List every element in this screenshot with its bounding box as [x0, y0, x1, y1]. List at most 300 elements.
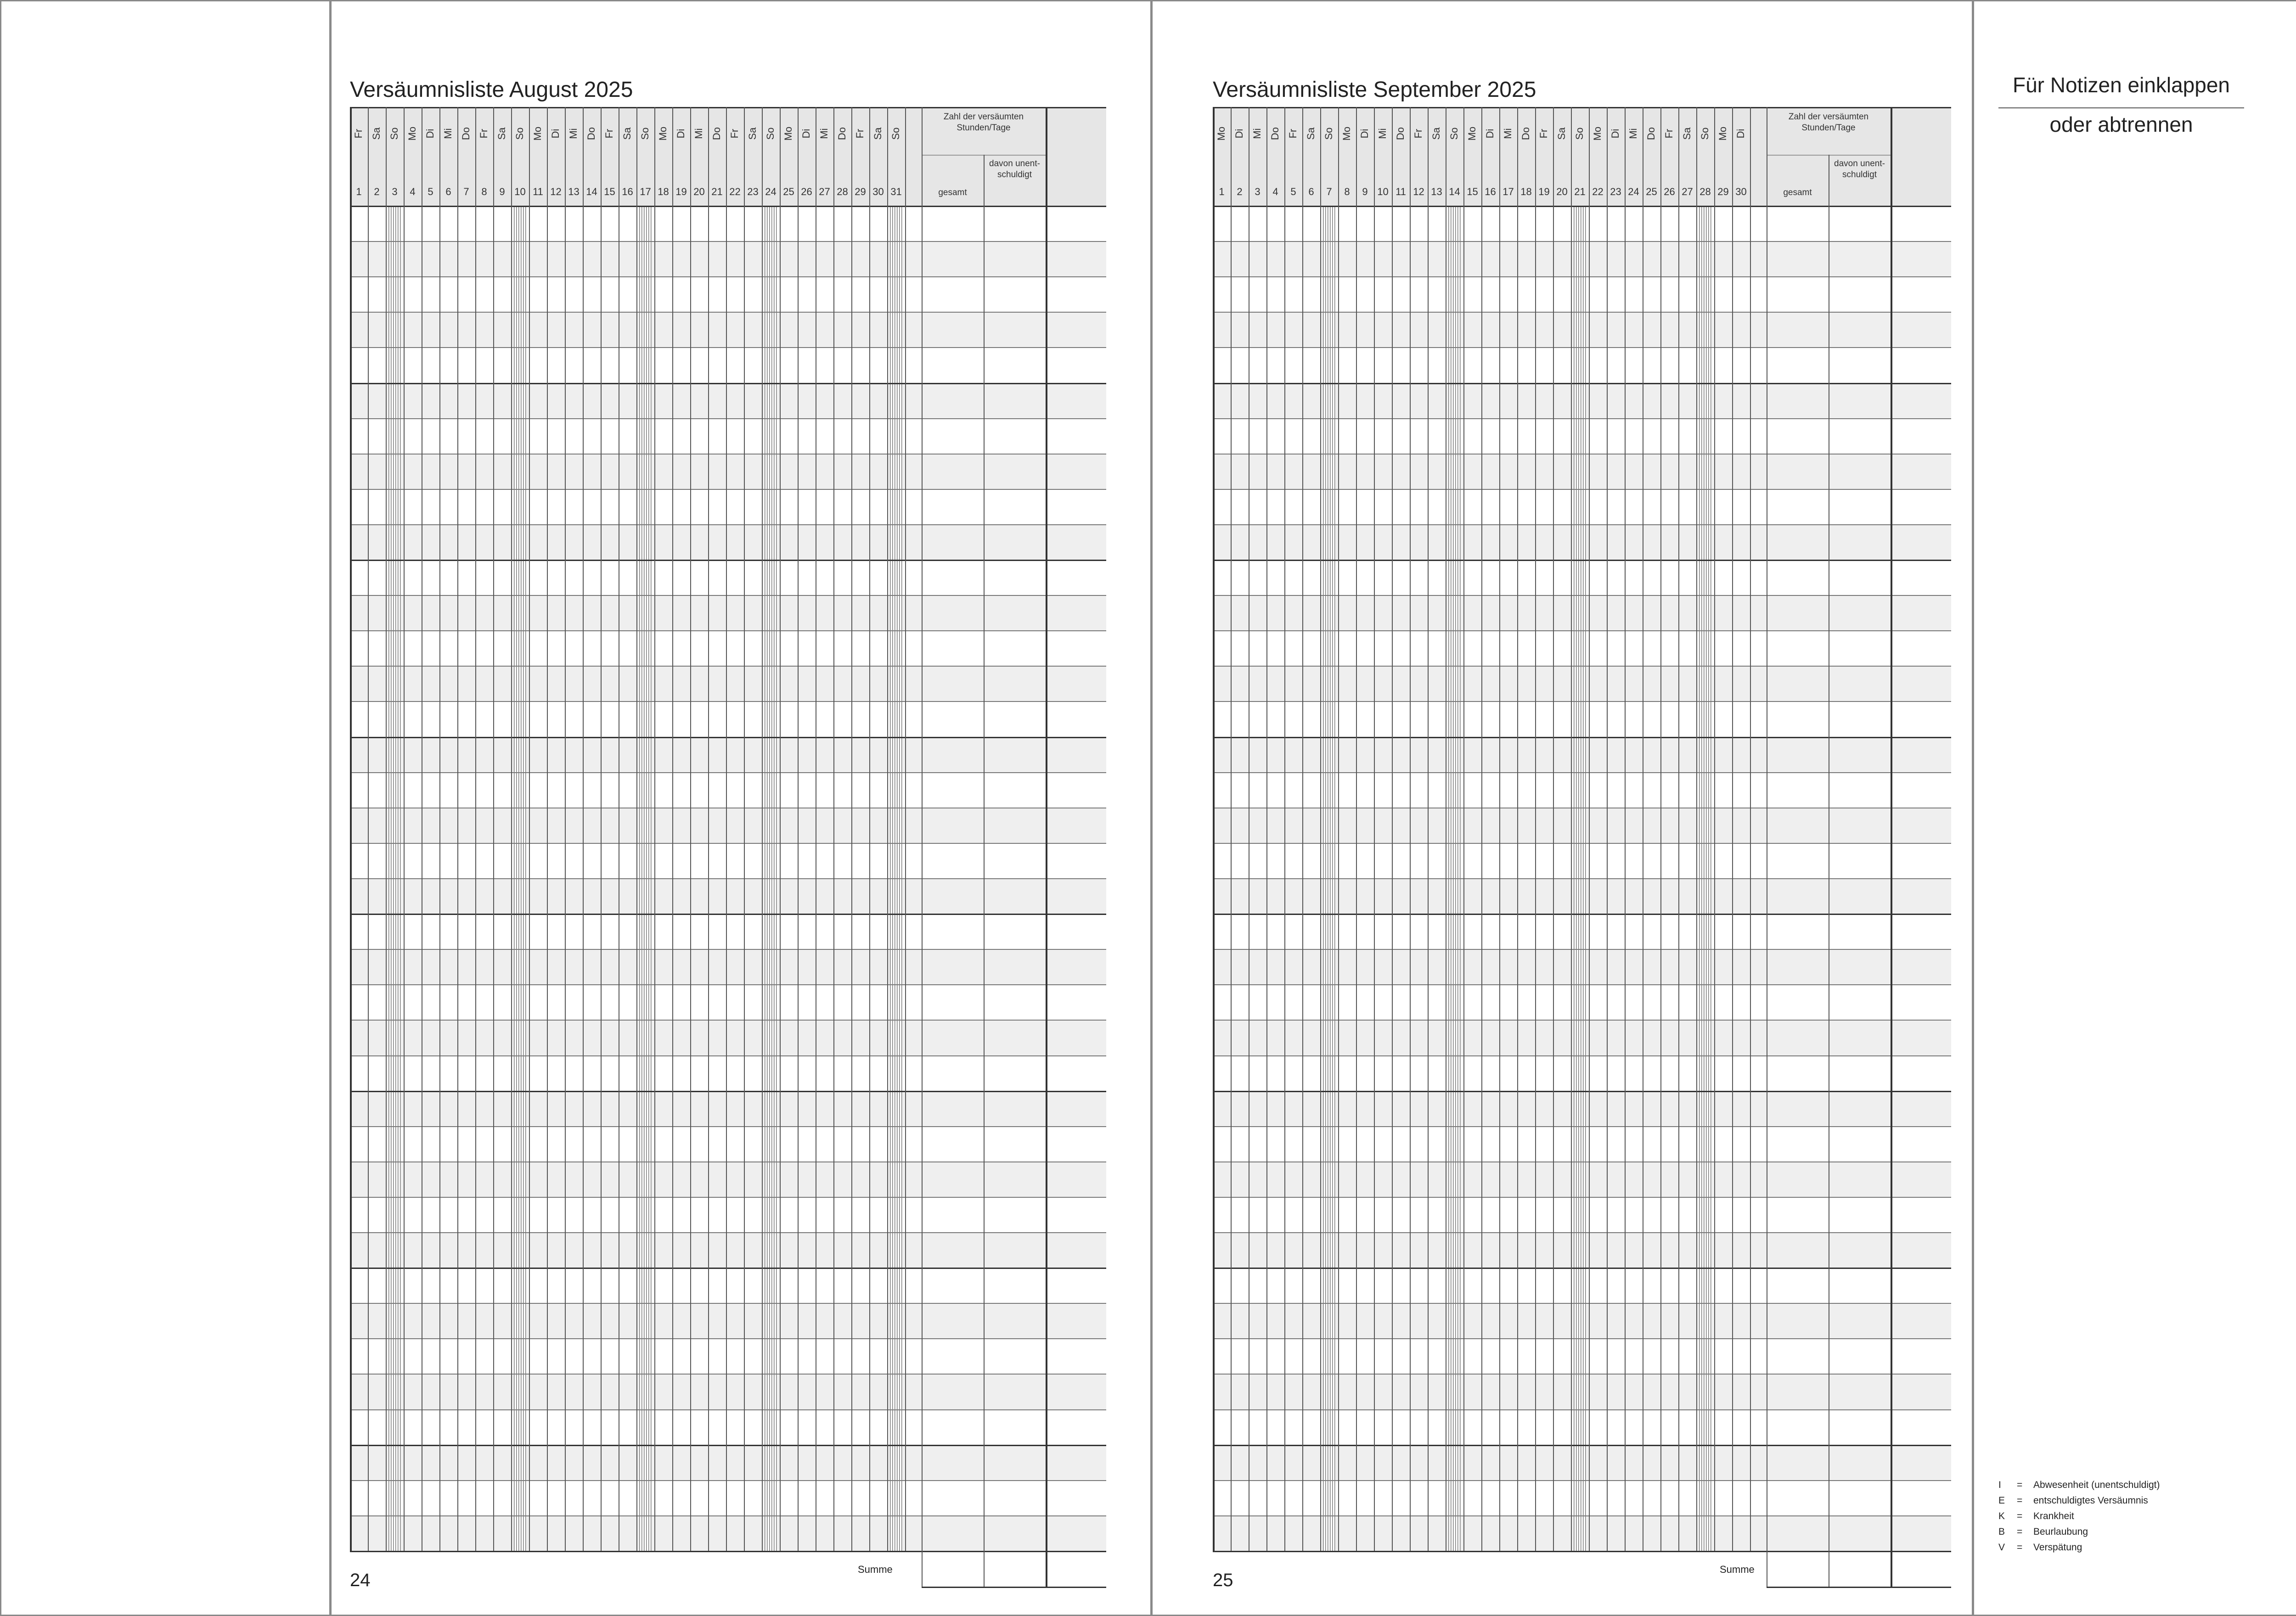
row-line: [1213, 984, 1951, 985]
day-number-label: 27: [1682, 186, 1693, 197]
day-name-text: So: [890, 127, 901, 140]
spine-divider: [1150, 0, 1153, 1616]
row-shade: [350, 878, 1106, 914]
row-shade: [350, 1091, 1106, 1126]
day-name-text: Mo: [532, 126, 543, 141]
day-name-label: [818, 120, 830, 147]
page-title-september: Versäumnisliste September 2025: [1213, 78, 1536, 102]
row-line: [350, 949, 1106, 950]
row-line: [350, 1126, 1106, 1127]
summary-mid-line: [984, 155, 985, 1587]
day-name-label: [1323, 120, 1335, 147]
grid-left-border: [1213, 107, 1215, 1551]
day-number-label: 26: [801, 186, 812, 197]
row-shade: [350, 1020, 1106, 1055]
day-column-line: [1535, 107, 1536, 1551]
day-name-text: Mi: [1502, 128, 1514, 139]
row-shade: [350, 1232, 1106, 1268]
day-name-label: [765, 120, 777, 147]
day-number-label: 6: [445, 186, 451, 197]
day-column-line: [1750, 107, 1751, 1551]
day-name-label: [496, 120, 508, 147]
row-shade: [350, 312, 1106, 347]
day-column-line: [851, 107, 852, 1551]
row-line: [350, 1303, 1106, 1304]
day-number-label: 23: [1610, 186, 1621, 197]
day-number-label: 10: [1377, 186, 1389, 197]
day-name-text: Mi: [568, 128, 579, 139]
grid-top-line: [350, 107, 1106, 108]
day-column-line: [475, 107, 476, 1551]
day-column-line: [1302, 107, 1303, 1551]
day-column-line: [1714, 107, 1715, 1551]
day-name-label: [1448, 120, 1460, 147]
day-name-text: So: [639, 127, 651, 140]
day-number-label: 15: [1467, 186, 1478, 197]
day-column-line: [708, 107, 709, 1551]
day-column-line: [726, 107, 727, 1551]
day-column-line: [493, 107, 494, 1551]
day-name-text: Fr: [603, 129, 615, 139]
notes-rule: [1998, 107, 2244, 108]
day-name-label: [1520, 120, 1532, 147]
row-line: [350, 276, 1106, 277]
day-number-label: 21: [711, 186, 723, 197]
row-line: [1213, 489, 1951, 490]
day-column-line: [1625, 107, 1626, 1551]
day-number-label: 14: [1449, 186, 1460, 197]
row-shade: [350, 1445, 1106, 1480]
day-column-line: [457, 107, 458, 1551]
sum-label-september: Summe: [1720, 1564, 1755, 1575]
day-column-line: [1356, 107, 1357, 1551]
day-column-line: [636, 107, 637, 1551]
day-name-label: [1287, 120, 1299, 147]
day-number-label: 22: [729, 186, 741, 197]
row-group-line: [1213, 1268, 1951, 1269]
day-name-text: So: [1574, 127, 1585, 140]
day-number-label: 24: [765, 186, 777, 197]
day-name-text: Do: [1520, 127, 1531, 140]
day-name-label: [1592, 120, 1604, 147]
day-name-text: Sa: [1556, 127, 1567, 140]
day-number-label: 24: [1628, 186, 1639, 197]
day-column-line: [529, 107, 530, 1551]
day-column-line: [404, 107, 405, 1551]
legend-row: K = Krankheit: [1998, 1511, 2074, 1521]
row-shade: [350, 1162, 1106, 1197]
unexcused-column-header: davon unent-schuldigt: [1834, 159, 1885, 180]
day-name-label: [1269, 120, 1281, 147]
day-column-line: [1732, 107, 1733, 1551]
day-name-label: [1538, 120, 1550, 147]
day-number-label: 21: [1574, 186, 1586, 197]
day-column-line: [601, 107, 602, 1551]
row-group-line: [1213, 560, 1951, 561]
day-number-label: 11: [533, 186, 543, 197]
day-number-label: 20: [1556, 186, 1568, 197]
day-name-label: [621, 120, 633, 147]
page-number-left: 24: [350, 1570, 371, 1590]
day-column-line: [1678, 107, 1679, 1551]
day-name-text: Do: [1269, 127, 1281, 140]
day-number-label: 11: [1396, 186, 1406, 197]
day-name-text: Mo: [1466, 126, 1478, 141]
day-name-text: Do: [585, 127, 597, 140]
row-group-line: [1213, 737, 1951, 738]
day-column-line: [368, 107, 369, 1551]
row-line: [350, 1232, 1106, 1233]
row-group-line: [350, 914, 1106, 915]
day-name-text: Di: [1735, 129, 1746, 139]
day-column-line: [547, 107, 548, 1551]
day-name-label: [1574, 120, 1586, 147]
row-line: [350, 1409, 1106, 1410]
row-group-line: [1213, 1445, 1951, 1446]
day-name-label: [550, 120, 562, 147]
row-line: [1213, 701, 1951, 702]
row-shade: [350, 737, 1106, 772]
day-column-line: [780, 107, 781, 1551]
row-shade: [350, 383, 1106, 418]
day-column-line: [1266, 107, 1267, 1551]
day-name-label: [478, 120, 490, 147]
day-column-line: [798, 107, 799, 1551]
row-line: [350, 772, 1106, 773]
day-name-text: Di: [675, 129, 687, 139]
day-name-text: Mo: [1592, 126, 1603, 141]
day-number-label: 12: [550, 186, 562, 197]
day-number-label: 17: [640, 186, 651, 197]
sum-label-august: Summe: [858, 1564, 893, 1575]
row-shade: [350, 595, 1106, 630]
day-name-label: [1341, 120, 1353, 147]
day-column-line: [887, 107, 888, 1551]
day-name-text: Sa: [496, 127, 507, 140]
day-number-label: 18: [658, 186, 669, 197]
row-shade: [350, 666, 1106, 701]
total-column-header: gesamt: [938, 188, 967, 197]
day-name-label: [1484, 120, 1496, 147]
day-number-label: 15: [604, 186, 615, 197]
day-number-label: 29: [855, 186, 866, 197]
row-line: [350, 1020, 1106, 1021]
day-column-line: [1463, 107, 1464, 1551]
row-line: [1213, 630, 1951, 631]
day-name-label: [353, 120, 365, 147]
day-name-text: Mi: [693, 128, 704, 139]
row-line: [350, 1480, 1106, 1481]
day-number-label: 5: [428, 186, 433, 197]
day-name-text: Sa: [1305, 127, 1317, 140]
day-column-line: [439, 107, 440, 1551]
day-name-label: [1251, 120, 1263, 147]
day-name-text: Mo: [1341, 126, 1352, 141]
day-name-label: [532, 120, 544, 147]
unexcused-column-header: davon unent-schuldigt: [989, 159, 1040, 180]
day-name-text: So: [514, 127, 525, 140]
day-name-text: So: [1323, 127, 1334, 140]
day-number-label: 5: [1290, 186, 1296, 197]
row-line: [1213, 524, 1951, 525]
row-line: [1213, 1055, 1951, 1056]
row-line: [350, 418, 1106, 419]
day-name-text: Fr: [1412, 129, 1424, 139]
day-name-text: So: [1699, 127, 1711, 140]
row-line: [1213, 1126, 1951, 1127]
day-number-label: 27: [819, 186, 830, 197]
day-name-text: Mo: [1717, 126, 1728, 141]
row-line: [1213, 1480, 1951, 1481]
day-column-line: [1553, 107, 1554, 1551]
day-name-text: Do: [836, 127, 848, 140]
day-name-text: Mi: [442, 128, 454, 139]
day-name-label: [729, 120, 741, 147]
day-name-text: Do: [460, 127, 472, 140]
day-column-line: [1392, 107, 1393, 1551]
row-line: [1213, 1338, 1951, 1339]
row-shade: [350, 454, 1106, 489]
page-title-august: Versäumnisliste August 2025: [350, 78, 633, 102]
day-number-label: 8: [1344, 186, 1350, 197]
legend-row: E = entschuldigtes Versäumnis: [1998, 1495, 2148, 1506]
row-line: [1213, 347, 1951, 348]
row-line: [350, 595, 1106, 596]
day-name-label: [675, 120, 687, 147]
day-name-text: Sa: [621, 127, 633, 140]
day-column-line: [1481, 107, 1482, 1551]
day-number-label: 3: [392, 186, 398, 197]
day-column-line: [654, 107, 655, 1551]
row-line: [1213, 878, 1951, 879]
day-name-label: [1305, 120, 1317, 147]
row-line: [350, 524, 1106, 525]
row-group-line: [1213, 383, 1951, 384]
row-group-line: [350, 1445, 1106, 1446]
legend-row: V = Verspätung: [1998, 1542, 2082, 1553]
day-name-label: [1556, 120, 1568, 147]
day-column-line: [1696, 107, 1697, 1551]
row-line: [350, 241, 1106, 242]
legend-row: I = Abwesenheit (unentschuldigt): [1998, 1480, 2160, 1490]
day-column-line: [905, 107, 906, 1551]
row-line: [350, 312, 1106, 313]
day-number-label: 29: [1717, 186, 1729, 197]
day-name-text: Mo: [782, 126, 794, 141]
row-group-line: [350, 1268, 1106, 1269]
day-name-label: [388, 120, 400, 147]
row-line: [1213, 241, 1951, 242]
row-line: [1213, 1303, 1951, 1304]
day-name-label: [1359, 120, 1371, 147]
day-number-label: 4: [410, 186, 416, 197]
day-name-text: Di: [1609, 129, 1621, 139]
day-name-label: [657, 120, 669, 147]
row-line: [1213, 666, 1951, 667]
day-name-text: Di: [800, 129, 812, 139]
day-name-text: So: [388, 127, 400, 140]
day-column-line: [672, 107, 673, 1551]
day-name-text: Mo: [1216, 126, 1227, 141]
header-bottom-line: [350, 206, 1106, 207]
row-group-line: [350, 737, 1106, 738]
day-name-label: [1233, 120, 1245, 147]
day-number-label: 19: [1538, 186, 1550, 197]
row-line: [350, 1515, 1106, 1516]
day-name-label: [371, 120, 383, 147]
day-name-label: [1377, 120, 1389, 147]
day-number-label: 30: [872, 186, 884, 197]
row-line: [350, 984, 1106, 985]
row-line: [350, 843, 1106, 844]
day-name-text: Fr: [1538, 129, 1549, 139]
row-line: [1213, 772, 1951, 773]
day-name-text: Mo: [406, 126, 418, 141]
day-name-label: [639, 120, 651, 147]
day-column-line: [1517, 107, 1518, 1551]
row-line: [350, 666, 1106, 667]
day-name-label: [1609, 120, 1621, 147]
day-name-text: Mi: [818, 128, 830, 139]
left-divider: [329, 0, 332, 1616]
day-number-label: 25: [783, 186, 794, 197]
day-name-text: Fr: [1287, 129, 1299, 139]
day-column-line: [1284, 107, 1285, 1551]
day-column-line: [762, 107, 763, 1551]
row-line: [350, 1374, 1106, 1375]
day-column-line: [1338, 107, 1339, 1551]
day-name-label: [693, 120, 705, 147]
row-line: [1213, 1020, 1951, 1021]
day-name-label: [1430, 120, 1442, 147]
day-column-line: [1428, 107, 1429, 1551]
day-name-label: [514, 120, 526, 147]
row-line: [350, 701, 1106, 702]
day-column-line: [511, 107, 512, 1551]
day-column-line: [583, 107, 584, 1551]
day-number-label: 1: [1219, 186, 1225, 197]
row-shade: [350, 949, 1106, 984]
day-column-line: [1410, 107, 1411, 1551]
day-name-label: [1412, 120, 1424, 147]
day-column-line: [1571, 107, 1572, 1551]
day-name-label: [1502, 120, 1514, 147]
day-column-line: [565, 107, 566, 1551]
day-name-text: Sa: [1681, 127, 1693, 140]
day-name-label: [603, 120, 615, 147]
day-name-text: Di: [1359, 129, 1370, 139]
row-shade: [350, 1515, 1106, 1551]
day-column-line: [1660, 107, 1661, 1551]
day-name-text: Sa: [1430, 127, 1442, 140]
day-number-label: 16: [622, 186, 633, 197]
day-number-label: 14: [586, 186, 597, 197]
day-number-label: 13: [568, 186, 580, 197]
day-number-label: 12: [1413, 186, 1424, 197]
row-shade: [350, 808, 1106, 843]
day-number-label: 7: [463, 186, 469, 197]
notes-divider: [1972, 0, 1974, 1616]
day-column-line: [1607, 107, 1608, 1551]
day-number-label: 20: [693, 186, 705, 197]
day-name-label: [1699, 120, 1711, 147]
day-name-label: [836, 120, 848, 147]
legend-row: B = Beurlaubung: [1998, 1526, 2088, 1537]
day-name-text: Fr: [729, 129, 740, 139]
day-name-text: Sa: [371, 127, 382, 140]
day-name-label: [1466, 120, 1478, 147]
row-line: [350, 1338, 1106, 1339]
day-name-label: [460, 120, 472, 147]
day-name-label: [1645, 120, 1657, 147]
absence-count-header: Zahl der versäumten Stunden/Tage: [943, 112, 1024, 133]
row-line: [1213, 312, 1951, 313]
day-name-label: [406, 120, 418, 147]
day-name-label: [1627, 120, 1639, 147]
row-line: [1213, 418, 1951, 419]
day-name-label: [1681, 120, 1693, 147]
row-group-line: [350, 1091, 1106, 1092]
day-name-text: Mo: [657, 126, 669, 141]
day-column-line: [869, 107, 870, 1551]
grid-body-bottom-line: [1213, 1551, 1951, 1552]
row-line: [350, 489, 1106, 490]
day-number-label: 28: [1699, 186, 1711, 197]
day-name-label: [1735, 120, 1747, 147]
day-name-text: Di: [1233, 129, 1245, 139]
day-name-text: Sa: [872, 127, 884, 140]
day-name-label: [800, 120, 812, 147]
day-number-label: 25: [1646, 186, 1657, 197]
row-line: [1213, 1515, 1951, 1516]
day-name-label: [711, 120, 723, 147]
day-number-label: 2: [1237, 186, 1243, 197]
day-name-text: Fr: [353, 129, 364, 139]
day-column-line: [1589, 107, 1590, 1551]
day-name-text: Do: [1645, 127, 1657, 140]
day-column-line: [1374, 107, 1375, 1551]
page-number-right: 25: [1213, 1570, 1233, 1590]
grid-left-border: [350, 107, 352, 1551]
day-column-line: [1231, 107, 1232, 1551]
row-line: [1213, 1197, 1951, 1198]
day-number-label: 26: [1664, 186, 1675, 197]
notes-title-line2: oder abtrennen: [2049, 112, 2193, 136]
day-name-text: So: [765, 127, 776, 140]
day-number-label: 3: [1255, 186, 1261, 197]
day-column-line: [1320, 107, 1321, 1551]
total-column-header: gesamt: [1783, 188, 1812, 197]
day-column-line: [833, 107, 834, 1551]
day-number-label: 31: [890, 186, 902, 197]
day-name-label: [442, 120, 454, 147]
day-name-label: [1663, 120, 1675, 147]
row-line: [1213, 1409, 1951, 1410]
day-name-text: Di: [550, 129, 561, 139]
day-name-label: [854, 120, 866, 147]
day-number-label: 6: [1308, 186, 1314, 197]
row-line: [350, 630, 1106, 631]
day-number-label: 8: [481, 186, 487, 197]
grid-body-bottom-line: [350, 1551, 1106, 1552]
row-line: [350, 878, 1106, 879]
day-name-text: Mi: [1377, 128, 1388, 139]
legend: [1998, 1477, 2160, 1555]
day-name-text: Mi: [1627, 128, 1639, 139]
row-shade: [350, 1374, 1106, 1409]
row-line: [1213, 843, 1951, 844]
day-name-text: Di: [424, 129, 436, 139]
